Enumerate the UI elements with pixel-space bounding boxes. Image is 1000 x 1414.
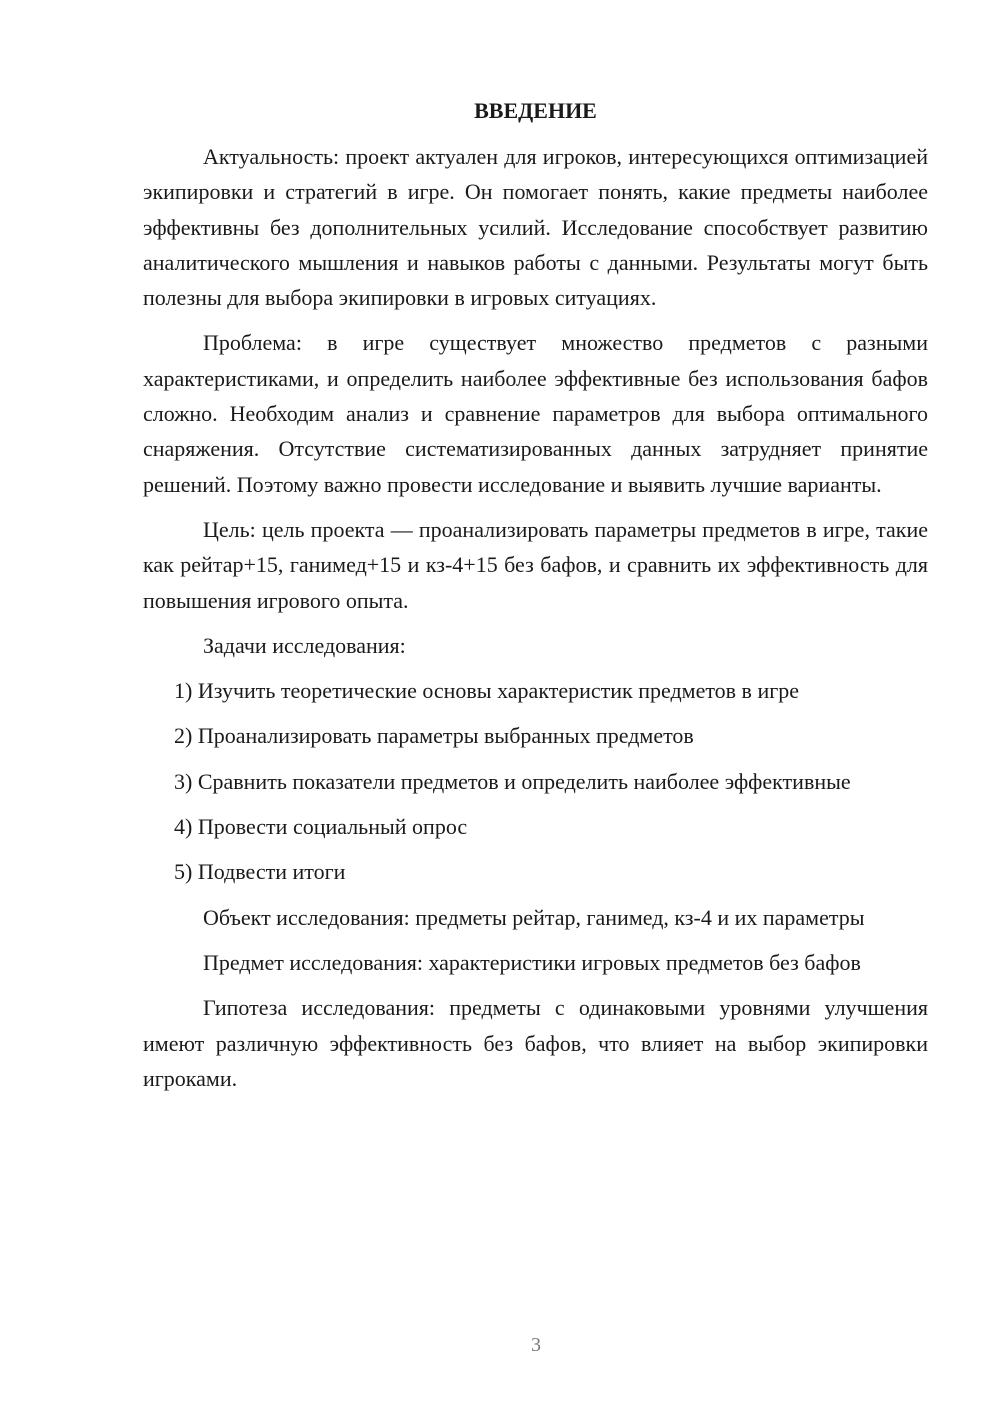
paragraph-goal: Цель: цель проекта — проанализировать параметры предметов в игре, такие как рейтар+15, ганимед+15 и кз-4+15 без бафов, и сравнить их эффективность для повышения игрового опыта. xyxy=(143,516,928,613)
paragraph-problem: Проблема: в игре существует множество предметов с разными характеристиками, и определить наиболее эффективные без использования бафов сложно. Необходим анализ и сравнение параметров для выбора оптимального снаряжения. Отсутствие систематизированных данных затрудняет принятие решений. Поэтому важно провести исследование и выявить лучшие варианты. xyxy=(143,330,928,497)
task-item-2: 2) Проанализировать параметры выбранных предметов xyxy=(174,723,694,749)
task-item-3: 3) Сравнить показатели предметов и определить наиболее эффективные xyxy=(174,768,851,794)
task-item-1: 1) Изучить теоретические основы характеристик предметов в игре xyxy=(174,678,800,704)
page-number: 3 xyxy=(531,1334,541,1356)
paragraph-hypothesis: Гипотеза исследования: предметы с одинаковыми уровнями улучшения имеют различную эффективность без бафов, что влияет на выбор экипировки игроками. xyxy=(143,995,928,1091)
paragraph-object: Объект исследования: предметы рейтар, ганимед, кз-4 и их параметры xyxy=(203,904,865,930)
paragraph-relevance: Актуальность: проект актуален для игроков, интересующихся оптимизацией экипировки и стратегий в игре. Он помогает понять, какие предметы наиболее эффективны без дополнительных усилий. Исследование способствует развитию аналитического мышления и навыков работы с данными. Результаты могут быть полезны для выбора экипировки в игровых ситуациях. xyxy=(143,144,928,311)
page-title: ВВЕДЕНИЕ xyxy=(474,98,597,123)
tasks-heading: Задачи исследования: xyxy=(203,632,406,658)
paragraph-subject: Предмет исследования: характеристики игровых предметов без бафов xyxy=(203,949,861,975)
task-item-4: 4) Провести социальный опрос xyxy=(174,814,468,840)
task-item-5: 5) Подвести итоги xyxy=(174,859,346,885)
page-content xyxy=(143,95,928,1096)
